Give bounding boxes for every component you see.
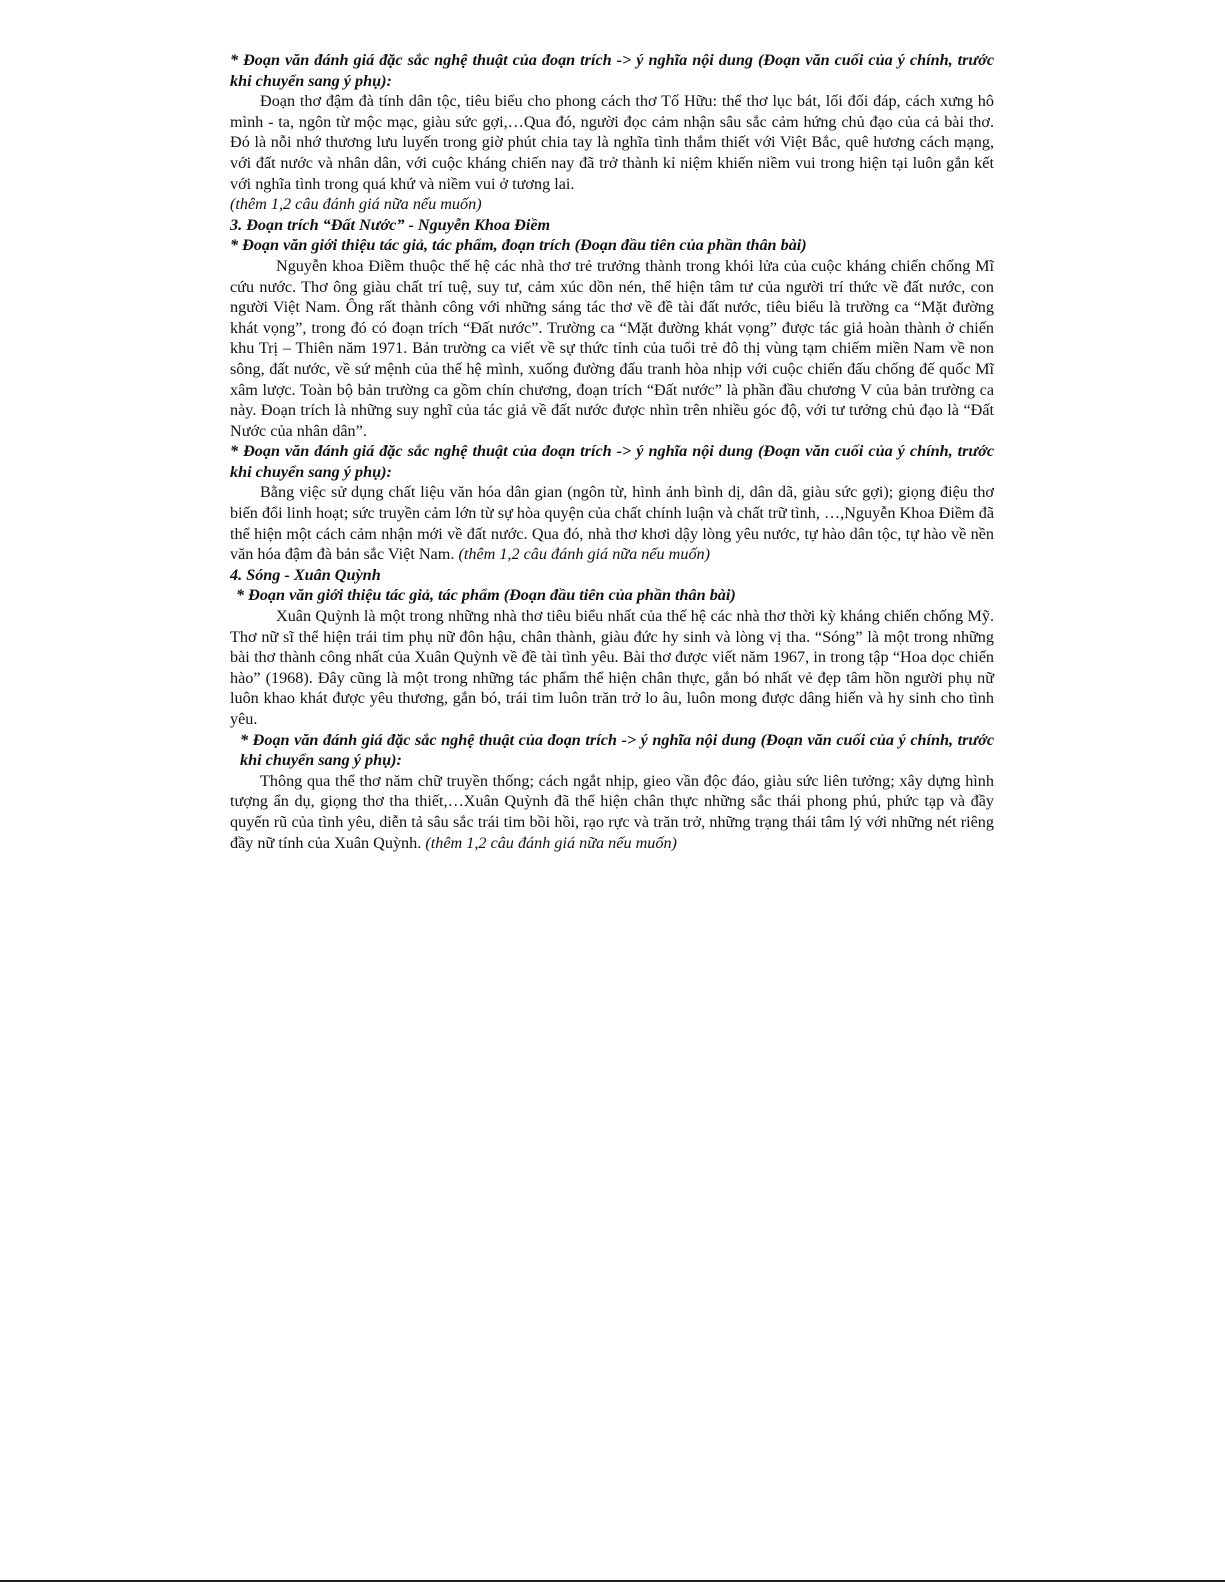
section3-eval-paragraph (230, 482, 994, 564)
section2-eval-note: (thêm 1,2 câu đánh giá nữa nếu muốn) (230, 195, 482, 214)
section3-title: 3. Đoạn trích “Đất Nước” - Nguyễn Khoa Điềm (230, 215, 551, 234)
section3-eval-heading: * Đoạn văn đánh giá đặc sắc nghệ thuật của đoạn trích -> ý nghĩa nội dung (Đoạn văn cuối của ý chính, trước khi chuyển sang ý phụ): (230, 442, 994, 481)
document-page (230, 50, 994, 853)
section4-eval-heading: * Đoạn văn đánh giá đặc sắc nghệ thuật của đoạn trích -> ý nghĩa nội dung (Đoạn văn cuối của ý chính, trước khi chuyển sang ý phụ): (240, 730, 994, 770)
section4-intro-heading: * Đoạn văn giới thiệu tác giả, tác phẩm (Đoạn đầu tiên của phần thân bài) (236, 586, 736, 605)
page-bottom-rule (0, 1580, 1225, 1582)
section2-eval-heading: * Đoạn văn đánh giá đặc sắc nghệ thuật của đoạn trích -> ý nghĩa nội dung (Đoạn văn cuối của ý chính, trước khi chuyển sang ý phụ): (230, 51, 994, 90)
section2-eval-body: Đoạn thơ đậm đà tính dân tộc, tiêu biểu cho phong cách thơ Tố Hữu: thể thơ lục bát, lối đối đáp, cách xưng hô mình - ta, ngôn từ mộc mạc, giàu sức gợi,…Qua đó, người đọc cảm nhận sâu sắc cảm hứng chủ đạo của cả bài thơ. Đó là nỗi nhớ thương lưu luyến trong giờ phút chia tay là nghĩa tình thắm thiết với Việt Bắc, quê hương cách mạng, với đất nước và nhân dân, với cuộc kháng chiến nay đã trở thành kỉ niệm khiến niềm vui trong hiện tại luôn gắn kết với nghĩa tình trong quá khứ và niềm vui ở tương lai. (230, 92, 994, 193)
section3-intro-heading: * Đoạn văn giới thiệu tác giả, tác phẩm, đoạn trích (Đoạn đầu tiên của phần thân bài) (230, 236, 807, 255)
section3-eval-body: Bằng việc sử dụng chất liệu văn hóa dân gian (ngôn từ, hình ảnh bình dị, dân dã, giàu sức gợi); giọng điệu thơ biến đổi linh hoạt; sức truyền cảm lớn từ sự hòa quyện của chất chính luận và chất trữ tình, …,Nguyễn Khoa Điềm đã thể hiện một cách cảm nhận mới về đất nước. Qua đó, nhà thơ khơi dậy lòng yêu nước, tự hào dân tộc, tự hào về nền văn hóa đậm đà bản sắc Việt Nam. (230, 483, 994, 564)
section4-eval-paragraph (230, 771, 994, 853)
section2-eval-paragraph (230, 91, 994, 215)
section4-intro-body: Xuân Quỳnh là một trong những nhà thơ tiêu biểu nhất của thế hệ các nhà thơ thời kỳ kháng chiến chống Mỹ. Thơ nữ sĩ thể hiện trái tim phụ nữ đôn hậu, chân thành, giàu đức hy sinh và lòng vị tha. “Sóng” là một trong những bài thơ thành công nhất của Xuân Quỳnh về đề tài tình yêu. Bài thơ được viết năm 1967, in trong tập “Hoa dọc chiến hào” (1968). Đây cũng là một trong những tác phẩm thể hiện chân thực, gắn bó nhất vẻ đẹp tâm hồn người phụ nữ luôn khao khát được yêu thương, gắn bó, trái tim luôn trăn trở lo âu, luôn mong được dâng hiến và hy sinh cho tình yêu. (230, 607, 994, 728)
section3-intro-body: Nguyễn khoa Điềm thuộc thế hệ các nhà thơ trẻ trưởng thành trong khói lửa của cuộc kháng chiến chống Mĩ cứu nước. Thơ ông giàu chất trí tuệ, suy tư, cảm xúc dồn nén, thể hiện tâm tư của người trí thức về đất nước, con người Việt Nam. Ông rất thành công với những sáng tác thơ về đề tài đất nước, tiêu biểu là trường ca “Mặt đường khát vọng”, trong đó có đoạn trích “Đất nước”. Trường ca “Mặt đường khát vọng” được tác giả hoàn thành ở chiến khu Trị – Thiên năm 1971. Bản trường ca viết về sự thức tỉnh của tuổi trẻ đô thị vùng tạm chiếm miền Nam về non sông, đất nước, về sứ mệnh của thế hệ mình, xuống đường đấu tranh hòa nhịp với cuộc chiến đấu chống đế quốc Mĩ xâm lược. Toàn bộ bản trường ca gồm chín chương, đoạn trích “Đất nước” là phần đầu chương V của bản trường ca này. Đoạn trích là những suy nghĩ của tác giả về đất nước được nhìn trên nhiều góc độ, với tư tưởng chủ đạo là “Đất Nước của nhân dân”. (230, 256, 994, 440)
section4-title: 4. Sóng - Xuân Quỳnh (230, 565, 381, 584)
section4-eval-note: (thêm 1,2 câu đánh giá nữa nếu muốn) (425, 833, 677, 852)
section4-eval-body: Thông qua thể thơ năm chữ truyền thống; cách ngắt nhịp, gieo vần độc đáo, giàu sức liên tưởng; xây dựng hình tượng ẩn dụ, giọng thơ tha thiết,…Xuân Quỳnh đã thể hiện chân thực những sắc thái phong phú, phức tạp và đầy quyến rũ của tình yêu, diễn tả sâu sắc trái tim bồi hồi, rạo rực và trăn trở, những trạng thái tâm lý với những nét riêng đầy nữ tính của Xuân Quỳnh. (230, 771, 994, 852)
section3-eval-note: (thêm 1,2 câu đánh giá nữa nếu muốn) (458, 545, 711, 564)
